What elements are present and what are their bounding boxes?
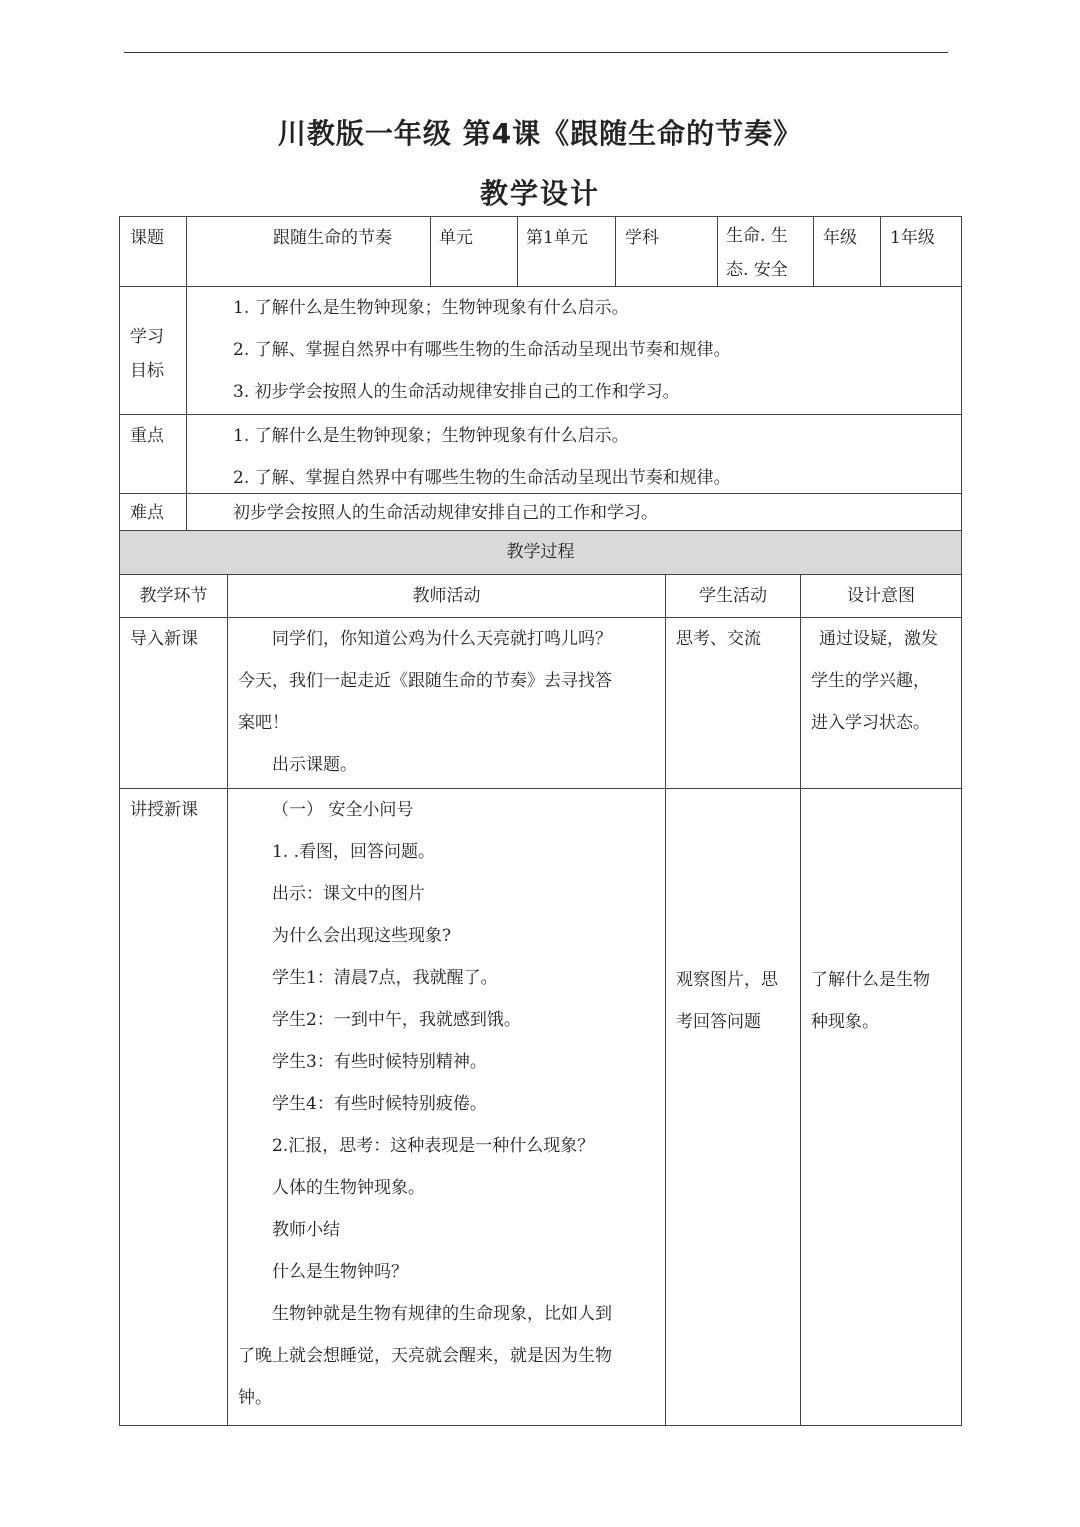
difficulty-content-cell bbox=[186, 493, 962, 531]
lesson-teacher-line: 为什么会出现这些现象? bbox=[272, 926, 452, 946]
unit-label: 单元 bbox=[439, 228, 473, 248]
col-header-stage-label: 教学环节 bbox=[139, 586, 208, 606]
goal-item: 1. 了解什么是生物钟现象；生物钟现象有什么启示。 bbox=[233, 298, 629, 318]
subject-value-line2: 态. 安全 bbox=[726, 260, 788, 280]
difficulty-text: 初步学会按照人的生命活动规律安排自己的工作和学习。 bbox=[233, 503, 658, 523]
difficulty-label-cell bbox=[119, 493, 187, 531]
intro-intent-line: 进入学习状态。 bbox=[811, 713, 930, 733]
col-header-student bbox=[665, 574, 801, 618]
intro-intent-line: 通过设疑，激发 bbox=[819, 629, 938, 649]
intro-student: 思考、交流 bbox=[676, 629, 761, 649]
topic-label-cell bbox=[119, 216, 187, 287]
col-header-intent bbox=[800, 574, 962, 618]
lesson-teacher-line: 了晚上就会想睡觉，天亮就会醒来，就是因为生物 bbox=[238, 1346, 612, 1366]
unit-value-cell bbox=[517, 216, 616, 287]
lesson-teacher-line: 学生3：有些时候特别精神。 bbox=[272, 1052, 487, 1072]
goal-item: 2. 了解、掌握自然界中有哪些生物的生命活动呈现出节奏和规律。 bbox=[233, 340, 731, 360]
lesson-teacher-line: 2.汇报，思考：这种表现是一种什么现象？ bbox=[272, 1136, 595, 1156]
lesson-stage: 讲授新课 bbox=[130, 800, 198, 820]
lesson-teacher-line: 人体的生物钟现象。 bbox=[272, 1178, 425, 1198]
unit-label-cell bbox=[430, 216, 518, 287]
subject-value-cell bbox=[717, 216, 814, 287]
process-heading-cell bbox=[119, 530, 962, 575]
grade-value: 1年级 bbox=[890, 228, 935, 248]
lesson-teacher-line: 学生1：清晨7点，我就醒了。 bbox=[272, 968, 498, 988]
goals-label-line2: 目标 bbox=[130, 361, 164, 381]
intro-intent-cell bbox=[800, 617, 962, 789]
col-header-stage bbox=[119, 574, 228, 618]
intro-student-cell bbox=[665, 617, 801, 789]
header-rule bbox=[124, 52, 948, 53]
lesson-intent-line: 种现象。 bbox=[811, 1012, 879, 1032]
grade-label-cell bbox=[813, 216, 881, 287]
lesson-teacher-line: 教师小结 bbox=[272, 1220, 340, 1240]
lesson-intent-cell bbox=[800, 788, 962, 1426]
intro-teacher-line: 案吧！ bbox=[238, 713, 289, 733]
topic-value-cell bbox=[186, 216, 431, 287]
lesson-teacher-line: 钟。 bbox=[238, 1388, 272, 1408]
lesson-student-line: 考回答问题 bbox=[676, 1012, 761, 1032]
goals-label-line1: 学习 bbox=[130, 327, 164, 347]
lesson-teacher-line: 出示：课文中的图片 bbox=[272, 884, 425, 904]
lesson-teacher-line: 生物钟就是生物有规律的生命现象，比如人到 bbox=[272, 1304, 612, 1324]
lesson-teacher-line: 1. .看图，回答问题。 bbox=[272, 842, 436, 862]
key-points-content-cell bbox=[186, 414, 962, 494]
key-point-item: 2. 了解、掌握自然界中有哪些生物的生命活动呈现出节奏和规律。 bbox=[233, 468, 731, 488]
lesson-teacher-line: 什么是生物钟吗？ bbox=[272, 1262, 408, 1282]
unit-value: 第1单元 bbox=[526, 228, 588, 248]
col-header-teacher bbox=[227, 574, 666, 618]
lesson-student-cell bbox=[665, 788, 801, 1426]
col-header-teacher-label: 教师活动 bbox=[412, 586, 481, 606]
goal-item: 3. 初步学会按照人的生命活动规律安排自己的工作和学习。 bbox=[233, 382, 680, 402]
key-points-label-cell bbox=[119, 414, 187, 494]
lesson-intent-line: 了解什么是生物 bbox=[811, 970, 930, 990]
intro-teacher-line: 今天，我们一起走近《跟随生命的节奏》去寻找答 bbox=[238, 671, 612, 691]
grade-label: 年级 bbox=[823, 228, 857, 248]
difficulty-label: 难点 bbox=[130, 503, 164, 523]
topic-label: 课题 bbox=[130, 228, 164, 248]
goals-content-cell bbox=[186, 286, 962, 415]
lesson-teacher-line: 学生4：有些时候特别疲倦。 bbox=[272, 1094, 487, 1114]
lesson-teacher-line: 学生2：一到中午，我就感到饿。 bbox=[272, 1010, 521, 1030]
col-header-intent-label: 设计意图 bbox=[847, 586, 915, 606]
intro-teacher-cell bbox=[227, 617, 666, 789]
intro-teacher-line: 同学们，你知道公鸡为什么天亮就打鸣儿吗？ bbox=[272, 629, 612, 649]
lesson-teacher-line: （一） 安全小问号 bbox=[272, 800, 414, 820]
intro-stage: 导入新课 bbox=[130, 629, 198, 649]
key-point-item: 1. 了解什么是生物钟现象；生物钟现象有什么启示。 bbox=[233, 426, 629, 446]
key-points-label: 重点 bbox=[130, 426, 164, 446]
grade-value-cell bbox=[880, 216, 962, 287]
lesson-teacher-cell bbox=[227, 788, 666, 1426]
goals-label-cell bbox=[119, 286, 187, 415]
topic-value: 跟随生命的节奏 bbox=[273, 228, 392, 248]
subject-label: 学科 bbox=[625, 228, 659, 248]
col-header-student-label: 学生活动 bbox=[699, 586, 767, 606]
lesson-student-line: 观察图片，思 bbox=[676, 970, 778, 990]
subject-value-line1: 生命. 生 bbox=[726, 226, 788, 246]
document-title: 川教版一年级 第4课《跟随生命的节奏》 bbox=[277, 117, 803, 150]
intro-intent-line: 学生的学兴趣， bbox=[811, 671, 930, 691]
process-heading: 教学过程 bbox=[506, 542, 575, 562]
document-subtitle: 教学设计 bbox=[479, 177, 600, 210]
intro-stage-cell bbox=[119, 617, 228, 789]
lesson-stage-cell bbox=[119, 788, 228, 1426]
intro-teacher-line: 出示课题。 bbox=[272, 755, 357, 775]
subject-label-cell bbox=[615, 216, 718, 287]
